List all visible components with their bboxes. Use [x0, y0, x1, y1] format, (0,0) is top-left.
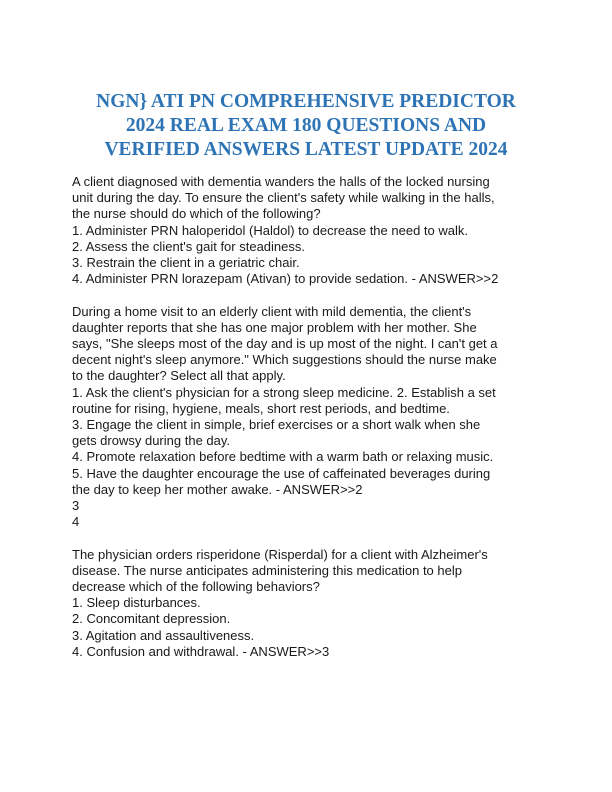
answer-option: 4. Administer PRN lorazepam (Ativan) to provide sedation. - ANSWER>>2 [72, 271, 499, 287]
answer-option: 4. Confusion and withdrawal. - ANSWER>>3 [72, 643, 330, 659]
question-text: A client diagnosed with dementia wanders the halls of the locked nursing [72, 174, 490, 189]
question-text: decrease which of the following behaviors? [72, 579, 320, 595]
title-line: NGN} ATI PN COMPREHENSIVE PREDICTOR [96, 91, 516, 112]
answer-option: the day to keep her mother awake. - ANSWER>>2 [72, 481, 363, 497]
question-block-2 [72, 304, 542, 531]
question-text: During a home visit to an elderly client with mild dementia, the client's [72, 303, 472, 319]
question-block-1 [72, 174, 542, 287]
answer-option: 3. Engage the client in simple, brief exercises or a short walk when she [72, 417, 481, 433]
answer-option: 3. Agitation and assaultiveness. [72, 627, 255, 643]
answer-value: 3 [72, 498, 80, 514]
answer-option: 1. Ask the client's physician for a strong sleep medicine. 2. Establish a set [72, 384, 496, 400]
answer-option: 2. Concomitant depression. [72, 611, 231, 627]
answer-option: 5. Have the daughter encourage the use of caffeinated beverages during [72, 465, 491, 481]
answer-option: 1. Sleep disturbances. [72, 595, 201, 611]
document-title [60, 90, 552, 162]
question-text: says, "She sleeps most of the day and is up most of the night. I can't get a [72, 336, 498, 352]
question-text: the nurse should do which of the following? [72, 206, 321, 222]
answer-option: gets drowsy during the day. [72, 433, 231, 449]
title-line: 2024 REAL EXAM 180 QUESTIONS AND [125, 115, 487, 136]
title-line: VERIFIED ANSWERS LATEST UPDATE 2024 [104, 139, 508, 160]
answer-option: 1. Administer PRN haloperidol (Haldol) to decrease the need to walk. [72, 222, 468, 238]
answer-option: 4. Promote relaxation before bedtime with a warm bath or relaxing music. [72, 449, 494, 465]
answer-option: 3. Restrain the client in a geriatric chair. [72, 255, 300, 271]
answer-option: routine for rising, hygiene, meals, short rest periods, and bedtime. [72, 400, 450, 416]
question-text: daughter reports that she has one major problem with her mother. She [72, 319, 477, 335]
question-block-3 [72, 547, 542, 660]
question-text: decent night's sleep anymore." Which suggestions should the nurse make [72, 352, 497, 368]
question-text: disease. The nurse anticipates administering this medication to help [72, 562, 462, 578]
question-text: The physician orders risperidone (Risperdal) for a client with Alzheimer's [72, 546, 488, 562]
question-text: to the daughter? Select all that apply. [72, 368, 286, 384]
document-body [72, 174, 542, 676]
answer-value: 4 [72, 514, 80, 530]
answer-option: 2. Assess the client's gait for steadiness. [72, 238, 305, 254]
question-text: unit during the day. To ensure the client's safety while walking in the halls, [72, 190, 495, 206]
